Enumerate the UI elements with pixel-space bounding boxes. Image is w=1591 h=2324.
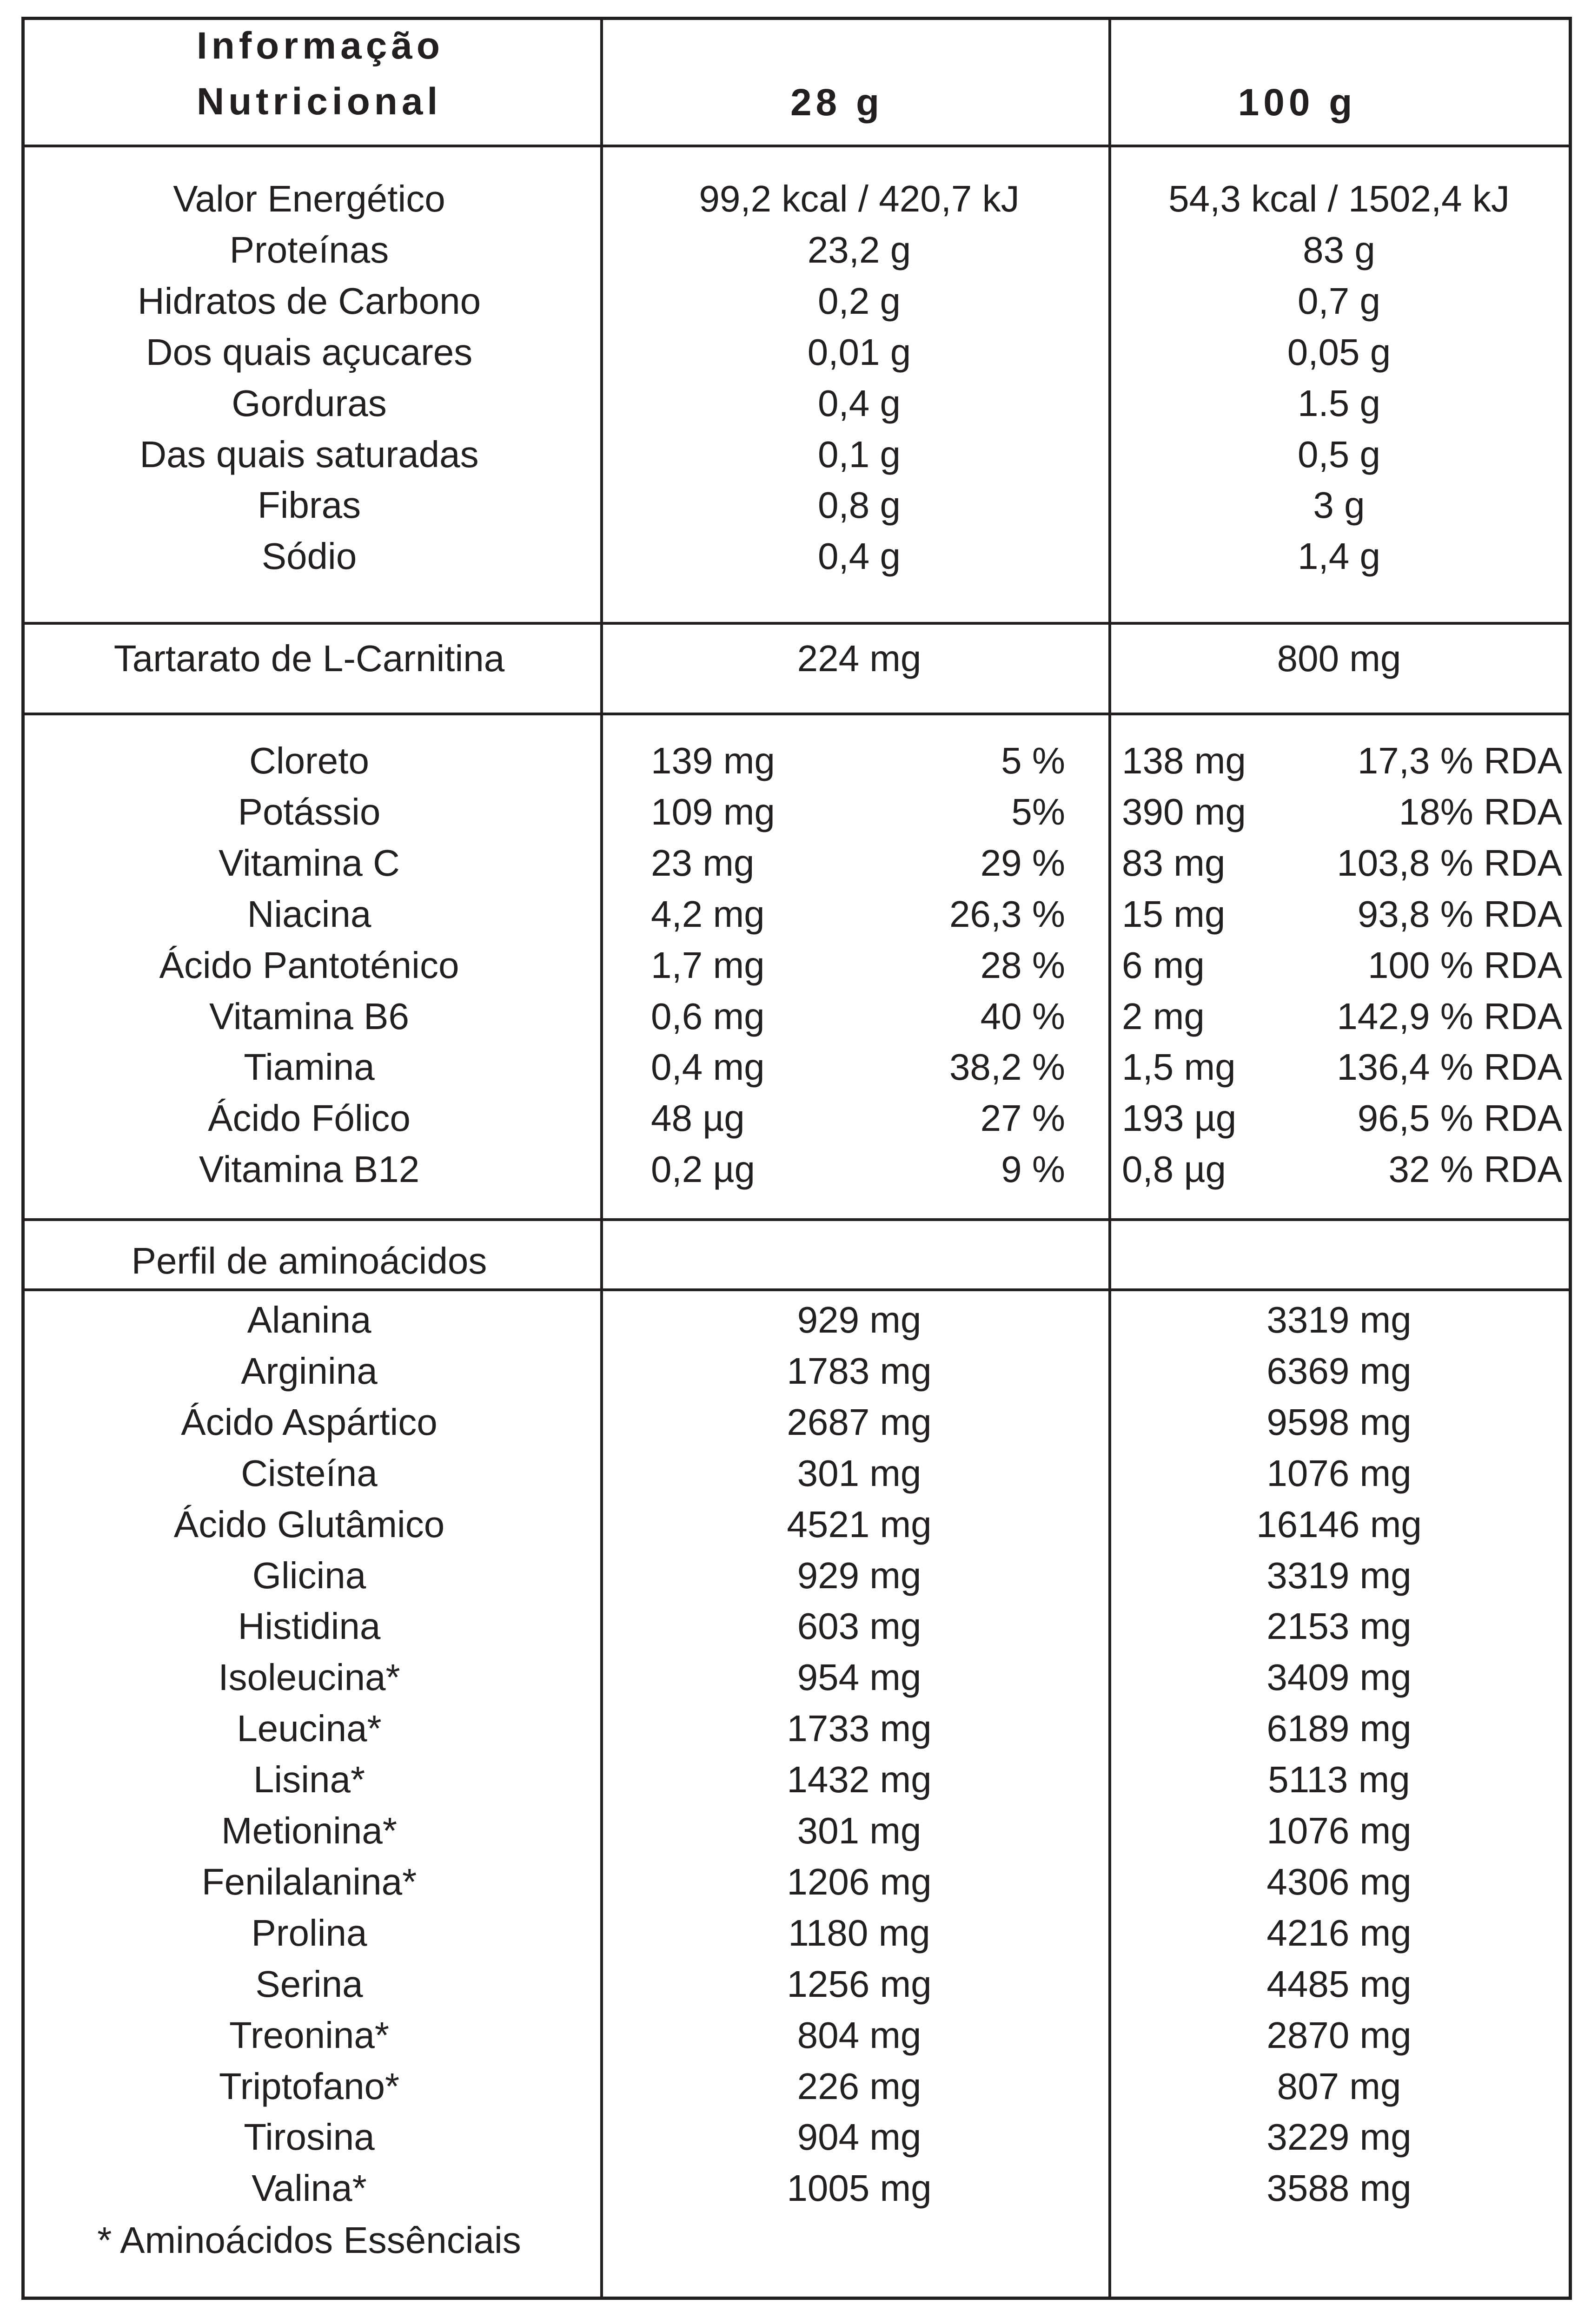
- column-divider-1: [600, 17, 603, 2300]
- micronutrient-amount-28g: 4,2 mg: [651, 893, 765, 935]
- micronutrient-name: Tiamina: [244, 1046, 375, 1088]
- amino-acid-name: Serina: [255, 1963, 363, 2005]
- nutrient-value-28g: 0,4 g: [818, 535, 901, 577]
- micronutrient-name: Vitamina C: [219, 842, 400, 884]
- amino-acid-value-100g: 6369 mg: [1266, 1350, 1412, 1392]
- micronutrient-percent-100g: 17,3 % RDA: [1357, 740, 1562, 781]
- amino-acid-value-100g: 16146 mg: [1256, 1503, 1422, 1545]
- nutrient-value-100g: 0,05 g: [1287, 331, 1391, 373]
- micronutrient-amount-28g: 139 mg: [651, 740, 775, 781]
- amino-acid-name: Ácido Aspártico: [181, 1401, 438, 1443]
- section-divider: [21, 713, 1572, 715]
- micronutrient-amount-100g: 0,8 µg: [1122, 1149, 1226, 1190]
- micronutrient-percent-28g: 40 %: [980, 995, 1065, 1037]
- nutrient-value-28g: 0,2 g: [818, 280, 901, 322]
- micronutrient-name: Ácido Pantoténico: [159, 944, 459, 986]
- amino-acid-name: Tirosina: [244, 2116, 375, 2158]
- micronutrient-percent-100g: 142,9 % RDA: [1337, 995, 1562, 1037]
- micronutrient-percent-28g: 29 %: [980, 842, 1065, 884]
- nutrient-name: Valor Energético: [173, 178, 445, 219]
- amino-acid-value-100g: 807 mg: [1277, 2065, 1401, 2107]
- amino-acid-name: Arginina: [241, 1350, 378, 1392]
- micronutrient-percent-100g: 136,4 % RDA: [1337, 1046, 1562, 1088]
- amino-profile-heading: Perfil de aminoácidos: [131, 1240, 487, 1281]
- amino-acid-value-100g: 1076 mg: [1266, 1452, 1412, 1494]
- section-divider: [21, 1288, 1572, 1291]
- micronutrient-amount-28g: 48 µg: [651, 1097, 745, 1139]
- micronutrient-amount-100g: 1,5 mg: [1122, 1046, 1236, 1088]
- carnitine-28g: 224 mg: [797, 638, 921, 679]
- amino-acid-value-100g: 3319 mg: [1266, 1554, 1412, 1596]
- amino-acid-name: Treonina*: [229, 2014, 389, 2056]
- column-divider-2: [1108, 17, 1111, 2300]
- nutrient-value-28g: 0,1 g: [818, 433, 901, 475]
- amino-acid-value-28g: 1206 mg: [787, 1861, 932, 1902]
- amino-acid-value-100g: 3319 mg: [1266, 1299, 1412, 1340]
- micronutrient-percent-28g: 26,3 %: [949, 893, 1065, 935]
- amino-acid-name: Fenilalanina*: [201, 1861, 417, 1902]
- footnote: * Aminoácidos Essênciais: [97, 2219, 521, 2261]
- micronutrient-amount-100g: 6 mg: [1122, 944, 1205, 986]
- amino-acid-value-28g: 929 mg: [797, 1554, 921, 1596]
- section-divider: [21, 1218, 1572, 1221]
- section-divider: [21, 622, 1572, 625]
- amino-acid-name: Glicina: [252, 1554, 366, 1596]
- amino-acid-value-28g: 1256 mg: [787, 1963, 932, 2005]
- amino-acid-value-100g: 1076 mg: [1266, 1810, 1412, 1851]
- micronutrient-amount-28g: 0,6 mg: [651, 995, 765, 1037]
- micronutrient-percent-28g: 9 %: [1001, 1149, 1065, 1190]
- amino-acid-value-100g: 3409 mg: [1266, 1657, 1412, 1698]
- micronutrient-percent-100g: 32 % RDA: [1388, 1149, 1562, 1190]
- amino-acid-name: Alanina: [247, 1299, 371, 1340]
- amino-acid-value-28g: 954 mg: [797, 1657, 921, 1698]
- micronutrient-name: Cloreto: [249, 740, 369, 781]
- header-100g: 100 g: [1238, 81, 1357, 124]
- nutrient-name: Proteínas: [229, 229, 389, 271]
- carnitine-100g: 800 mg: [1277, 638, 1401, 679]
- micronutrient-percent-100g: 93,8 % RDA: [1357, 893, 1562, 935]
- micronutrient-percent-28g: 5 %: [1001, 740, 1065, 781]
- section-divider: [21, 145, 1572, 147]
- micronutrient-percent-28g: 5%: [1011, 791, 1065, 832]
- micronutrient-amount-28g: 23 mg: [651, 842, 755, 884]
- amino-acid-value-100g: 3588 mg: [1266, 2167, 1412, 2209]
- amino-acid-value-100g: 4216 mg: [1266, 1912, 1412, 1954]
- header-28g: 28 g: [790, 81, 884, 124]
- nutrient-name: Das quais saturadas: [139, 433, 479, 475]
- amino-acid-name: Cisteína: [241, 1452, 378, 1494]
- amino-acid-value-28g: 1733 mg: [787, 1708, 932, 1750]
- micronutrient-name: Ácido Fólico: [208, 1097, 411, 1139]
- micronutrient-amount-28g: 0,4 mg: [651, 1046, 765, 1088]
- nutrient-value-100g: 0,7 g: [1298, 280, 1380, 322]
- nutrient-name: Gorduras: [232, 382, 387, 424]
- amino-acid-value-28g: 1180 mg: [788, 1912, 930, 1954]
- nutrient-name: Fibras: [257, 484, 361, 526]
- amino-acid-name: Valina*: [252, 2167, 367, 2209]
- amino-acid-name: Triptofano*: [219, 2065, 400, 2107]
- nutrient-name: Hidratos de Carbono: [137, 280, 481, 322]
- micronutrient-percent-28g: 38,2 %: [949, 1046, 1065, 1088]
- nutrient-value-28g: 0,4 g: [818, 382, 901, 424]
- micronutrient-amount-100g: 15 mg: [1122, 893, 1226, 935]
- amino-acid-name: Prolina: [251, 1912, 367, 1954]
- micronutrient-amount-100g: 390 mg: [1122, 791, 1246, 832]
- micronutrient-percent-100g: 100 % RDA: [1368, 944, 1562, 986]
- nutrient-value-100g: 1,4 g: [1298, 535, 1380, 577]
- nutrient-value-100g: 1.5 g: [1298, 382, 1380, 424]
- micronutrient-percent-28g: 27 %: [980, 1097, 1065, 1139]
- nutrient-value-28g: 0,8 g: [818, 484, 901, 526]
- amino-acid-name: Histidina: [238, 1605, 381, 1647]
- amino-acid-value-28g: 929 mg: [797, 1299, 921, 1340]
- amino-acid-value-28g: 904 mg: [797, 2116, 921, 2158]
- amino-acid-value-100g: 6189 mg: [1266, 1708, 1412, 1750]
- amino-acid-value-100g: 2153 mg: [1266, 1605, 1412, 1647]
- micronutrient-amount-28g: 1,7 mg: [651, 944, 765, 986]
- amino-acid-name: Metionina*: [221, 1810, 398, 1851]
- micronutrient-name: Niacina: [247, 893, 371, 935]
- header-title-line2: Nutricional: [197, 80, 442, 123]
- amino-acid-name: Ácido Glutâmico: [173, 1503, 445, 1545]
- amino-acid-value-28g: 4521 mg: [787, 1503, 932, 1545]
- amino-acid-value-28g: 301 mg: [797, 1452, 921, 1494]
- header-title-line1: Informação: [197, 25, 444, 67]
- amino-acid-value-100g: 4485 mg: [1266, 1963, 1412, 2005]
- nutrient-value-100g: 3 g: [1313, 484, 1365, 526]
- amino-acid-value-100g: 4306 mg: [1266, 1861, 1412, 1902]
- amino-acid-value-28g: 1432 mg: [787, 1759, 932, 1801]
- amino-acid-value-28g: 603 mg: [797, 1605, 921, 1647]
- carnitine-name: Tartarato de L-Carnitina: [113, 638, 505, 679]
- amino-acid-value-100g: 3229 mg: [1266, 2116, 1412, 2158]
- nutrient-value-100g: 54,3 kcal / 1502,4 kJ: [1168, 178, 1510, 219]
- amino-acid-name: Lisina*: [253, 1759, 365, 1801]
- amino-acid-value-100g: 2870 mg: [1266, 2014, 1412, 2056]
- amino-acid-value-28g: 1005 mg: [787, 2167, 932, 2209]
- amino-acid-value-28g: 301 mg: [797, 1810, 921, 1851]
- micronutrient-amount-100g: 138 mg: [1122, 740, 1246, 781]
- micronutrient-name: Potássio: [238, 791, 381, 832]
- nutrient-name: Sódio: [261, 535, 357, 577]
- micronutrient-amount-100g: 2 mg: [1122, 995, 1205, 1037]
- micronutrient-amount-28g: 0,2 µg: [651, 1149, 756, 1190]
- amino-acid-value-28g: 226 mg: [797, 2065, 921, 2107]
- amino-acid-name: Isoleucina*: [218, 1657, 400, 1698]
- micronutrient-name: Vitamina B6: [209, 995, 409, 1037]
- amino-acid-value-28g: 2687 mg: [787, 1401, 932, 1443]
- micronutrient-percent-100g: 18% RDA: [1399, 791, 1562, 832]
- nutrient-name: Dos quais açucares: [146, 331, 473, 373]
- amino-acid-value-28g: 1783 mg: [787, 1350, 932, 1392]
- nutrient-value-28g: 23,2 g: [807, 229, 911, 271]
- nutrient-value-28g: 99,2 kcal / 420,7 kJ: [699, 178, 1020, 219]
- micronutrient-amount-100g: 193 µg: [1122, 1097, 1237, 1139]
- nutrient-value-28g: 0,01 g: [807, 331, 911, 373]
- nutrient-value-100g: 0,5 g: [1298, 433, 1380, 475]
- micronutrient-name: Vitamina B12: [199, 1149, 420, 1190]
- micronutrient-amount-100g: 83 mg: [1122, 842, 1226, 884]
- amino-acid-value-100g: 5113 mg: [1268, 1759, 1410, 1801]
- amino-acid-name: Leucina*: [237, 1708, 382, 1750]
- micronutrient-percent-100g: 96,5 % RDA: [1357, 1097, 1562, 1139]
- nutrient-value-100g: 83 g: [1303, 229, 1375, 271]
- micronutrient-percent-100g: 103,8 % RDA: [1337, 842, 1562, 884]
- amino-acid-value-100g: 9598 mg: [1266, 1401, 1412, 1443]
- amino-acid-value-28g: 804 mg: [797, 2014, 921, 2056]
- micronutrient-percent-28g: 28 %: [980, 944, 1065, 986]
- micronutrient-amount-28g: 109 mg: [651, 791, 775, 832]
